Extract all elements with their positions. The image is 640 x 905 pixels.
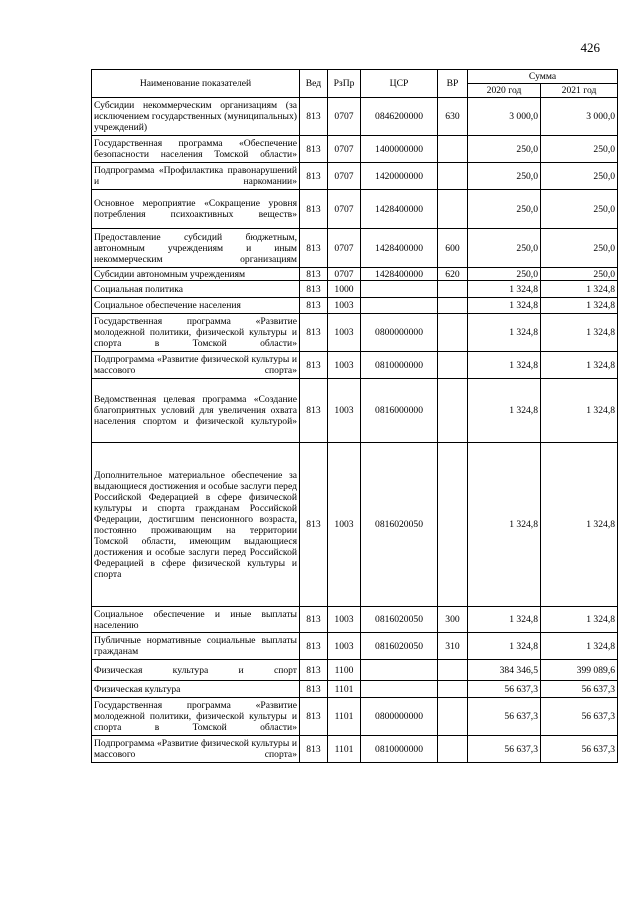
row-sum-2020-cell: 56 637,3 [468, 681, 541, 698]
row-sum-2020-cell: 1 324,8 [468, 298, 541, 314]
table-row [92, 681, 618, 698]
row-sum-2020-cell: 250,0 [468, 190, 541, 229]
row-name-cell: Государственная программа «Обеспечение безопасности населения Томской области» [92, 136, 300, 163]
row-name-cell: Публичные нормативные социальные выплаты гражданам [92, 633, 300, 660]
row-csr-cell: 1400000000 [361, 136, 438, 163]
row-name-cell: Субсидии некоммерческим организациям (за исключением государственных (муниципальных) учреждений) [92, 98, 300, 136]
row-vr-cell [438, 698, 468, 736]
row-ved-cell: 813 [300, 607, 328, 633]
row-sum-2021-cell: 56 637,3 [541, 736, 618, 763]
row-csr-cell [361, 298, 438, 314]
row-rzpr-cell: 0707 [328, 136, 361, 163]
row-rzpr-cell: 0707 [328, 190, 361, 229]
row-rzpr-cell: 1000 [328, 281, 361, 298]
row-rzpr-cell: 1003 [328, 443, 361, 607]
row-sum-2020-cell: 250,0 [468, 268, 541, 281]
table-body [92, 98, 618, 763]
row-sum-2021-cell: 250,0 [541, 268, 618, 281]
row-sum-2020-cell: 56 637,3 [468, 698, 541, 736]
row-sum-2021-cell: 1 324,8 [541, 607, 618, 633]
row-sum-2020-cell: 1 324,8 [468, 443, 541, 607]
row-ved-cell: 813 [300, 660, 328, 681]
row-sum-2021-cell: 56 637,3 [541, 681, 618, 698]
row-csr-cell: 0810000000 [361, 736, 438, 763]
table-row [92, 268, 618, 281]
row-csr-cell: 0846200000 [361, 98, 438, 136]
row-sum-2021-cell: 3 000,0 [541, 98, 618, 136]
row-sum-2020-cell: 56 637,3 [468, 736, 541, 763]
row-rzpr-cell: 1101 [328, 736, 361, 763]
row-sum-2020-cell: 250,0 [468, 136, 541, 163]
row-name-cell: Государственная программа «Развитие молодежной политики, физической культуры и спорта в Томской области» [92, 698, 300, 736]
header-rzpr: РзПр [328, 70, 361, 98]
row-vr-cell [438, 660, 468, 681]
row-rzpr-cell: 1101 [328, 698, 361, 736]
header-year-2020: 2020 год [468, 84, 541, 98]
row-vr-cell [438, 681, 468, 698]
row-rzpr-cell: 1003 [328, 314, 361, 352]
header-vr: ВР [438, 70, 468, 98]
row-ved-cell: 813 [300, 736, 328, 763]
row-sum-2020-cell: 1 324,8 [468, 607, 541, 633]
row-vr-cell [438, 352, 468, 379]
row-csr-cell: 0800000000 [361, 698, 438, 736]
row-sum-2020-cell: 1 324,8 [468, 633, 541, 660]
row-name-cell: Физическая культура и спорт [92, 660, 300, 681]
row-ved-cell: 813 [300, 298, 328, 314]
row-sum-2020-cell: 1 324,8 [468, 314, 541, 352]
row-rzpr-cell: 1003 [328, 352, 361, 379]
row-csr-cell [361, 281, 438, 298]
row-csr-cell: 1420000000 [361, 163, 438, 190]
row-rzpr-cell: 1100 [328, 660, 361, 681]
row-sum-2021-cell: 1 324,8 [541, 314, 618, 352]
table-row [92, 607, 618, 633]
row-csr-cell: 1428400000 [361, 190, 438, 229]
row-name-cell: Государственная программа «Развитие молодежной политики, физической культуры и спорта в Томской области» [92, 314, 300, 352]
row-rzpr-cell: 1003 [328, 633, 361, 660]
row-sum-2021-cell: 399 089,6 [541, 660, 618, 681]
row-ved-cell: 813 [300, 681, 328, 698]
budget-table [91, 69, 618, 763]
row-ved-cell: 813 [300, 229, 328, 268]
table-row [92, 98, 618, 136]
row-ved-cell: 813 [300, 633, 328, 660]
row-name-cell: Субсидии автономным учреждениям [92, 268, 300, 281]
table-row [92, 736, 618, 763]
table-row [92, 352, 618, 379]
row-sum-2021-cell: 250,0 [541, 190, 618, 229]
row-vr-cell: 600 [438, 229, 468, 268]
row-vr-cell: 630 [438, 98, 468, 136]
table-row [92, 136, 618, 163]
row-vr-cell [438, 281, 468, 298]
row-csr-cell [361, 681, 438, 698]
row-sum-2021-cell: 1 324,8 [541, 352, 618, 379]
row-vr-cell [438, 314, 468, 352]
row-rzpr-cell: 0707 [328, 229, 361, 268]
row-vr-cell: 310 [438, 633, 468, 660]
row-sum-2021-cell: 1 324,8 [541, 443, 618, 607]
row-sum-2020-cell: 1 324,8 [468, 281, 541, 298]
row-name-cell: Физическая культура [92, 681, 300, 698]
row-rzpr-cell: 0707 [328, 163, 361, 190]
row-name-cell: Социальное обеспечение населения [92, 298, 300, 314]
row-ved-cell: 813 [300, 281, 328, 298]
row-csr-cell: 0816000000 [361, 379, 438, 443]
row-csr-cell: 0816020050 [361, 607, 438, 633]
row-name-cell: Предоставление субсидий бюджетным, автономным учреждениям и иным некоммерческим организациям [92, 229, 300, 268]
row-name-cell: Подпрограмма «Развитие физической культуры и массового спорта» [92, 736, 300, 763]
row-sum-2020-cell: 3 000,0 [468, 98, 541, 136]
table-row [92, 660, 618, 681]
row-sum-2020-cell: 250,0 [468, 163, 541, 190]
row-vr-cell [438, 136, 468, 163]
row-sum-2021-cell: 1 324,8 [541, 379, 618, 443]
row-ved-cell: 813 [300, 190, 328, 229]
table-row [92, 190, 618, 229]
row-vr-cell: 300 [438, 607, 468, 633]
row-rzpr-cell: 1003 [328, 298, 361, 314]
row-rzpr-cell: 1003 [328, 607, 361, 633]
page-number: 426 [580, 40, 600, 55]
row-rzpr-cell: 1003 [328, 379, 361, 443]
row-vr-cell [438, 298, 468, 314]
row-rzpr-cell: 0707 [328, 98, 361, 136]
row-sum-2021-cell: 250,0 [541, 136, 618, 163]
header-name: Наименование показателей [92, 70, 300, 98]
row-ved-cell: 813 [300, 136, 328, 163]
row-ved-cell: 813 [300, 352, 328, 379]
row-vr-cell: 620 [438, 268, 468, 281]
row-vr-cell [438, 379, 468, 443]
table-row [92, 633, 618, 660]
row-ved-cell: 813 [300, 443, 328, 607]
row-name-cell: Подпрограмма «Развитие физической культуры и массового спорта» [92, 352, 300, 379]
header-ved: Вед [300, 70, 328, 98]
row-sum-2021-cell: 250,0 [541, 229, 618, 268]
row-ved-cell: 813 [300, 268, 328, 281]
row-csr-cell [361, 660, 438, 681]
row-name-cell: Подпрограмма «Профилактика правонарушений и наркомании» [92, 163, 300, 190]
row-sum-2021-cell: 1 324,8 [541, 281, 618, 298]
table-row [92, 281, 618, 298]
row-csr-cell: 0816020050 [361, 443, 438, 607]
row-vr-cell [438, 190, 468, 229]
row-rzpr-cell: 0707 [328, 268, 361, 281]
header-csr: ЦСР [361, 70, 438, 98]
row-ved-cell: 813 [300, 98, 328, 136]
row-csr-cell: 0816020050 [361, 633, 438, 660]
header-year-2021: 2021 год [541, 84, 618, 98]
table-row [92, 314, 618, 352]
row-ved-cell: 813 [300, 314, 328, 352]
row-sum-2020-cell: 1 324,8 [468, 379, 541, 443]
row-vr-cell [438, 736, 468, 763]
row-sum-2021-cell: 1 324,8 [541, 298, 618, 314]
row-ved-cell: 813 [300, 163, 328, 190]
row-csr-cell: 0800000000 [361, 314, 438, 352]
table-row [92, 698, 618, 736]
row-csr-cell: 0810000000 [361, 352, 438, 379]
row-sum-2021-cell: 56 637,3 [541, 698, 618, 736]
row-sum-2021-cell: 1 324,8 [541, 633, 618, 660]
row-ved-cell: 813 [300, 698, 328, 736]
table-header [92, 70, 618, 98]
header-sum: Сумма [468, 70, 618, 84]
table-row [92, 163, 618, 190]
row-sum-2021-cell: 250,0 [541, 163, 618, 190]
row-sum-2020-cell: 250,0 [468, 229, 541, 268]
row-csr-cell: 1428400000 [361, 268, 438, 281]
row-name-cell: Основное мероприятие «Сокращение уровня потребления психоактивных веществ» [92, 190, 300, 229]
row-name-cell: Социальное обеспечение и иные выплаты населению [92, 607, 300, 633]
table-row [92, 298, 618, 314]
row-name-cell: Социальная политика [92, 281, 300, 298]
row-ved-cell: 813 [300, 379, 328, 443]
row-csr-cell: 1428400000 [361, 229, 438, 268]
row-sum-2020-cell: 1 324,8 [468, 352, 541, 379]
table-row [92, 443, 618, 607]
row-sum-2020-cell: 384 346,5 [468, 660, 541, 681]
row-name-cell: Дополнительное материальное обеспечение за выдающиеся достижения и особые заслуги перед Российской Федерацией в сфере физической культуры и спорта гражданам Российской Федерации, достигшим пенсионного возраста, постоянно проживающим на территории Томской области, имеющим выдающиеся достижения и особые заслуги перед Российской Федерацией в сфере физической культуры и спорта [92, 443, 300, 607]
table-row [92, 379, 618, 443]
row-vr-cell [438, 163, 468, 190]
row-name-cell: Ведомственная целевая программа «Создание благоприятных условий для увеличения охвата населения спортом и физической культурой» [92, 379, 300, 443]
row-vr-cell [438, 443, 468, 607]
table-row [92, 229, 618, 268]
row-rzpr-cell: 1101 [328, 681, 361, 698]
